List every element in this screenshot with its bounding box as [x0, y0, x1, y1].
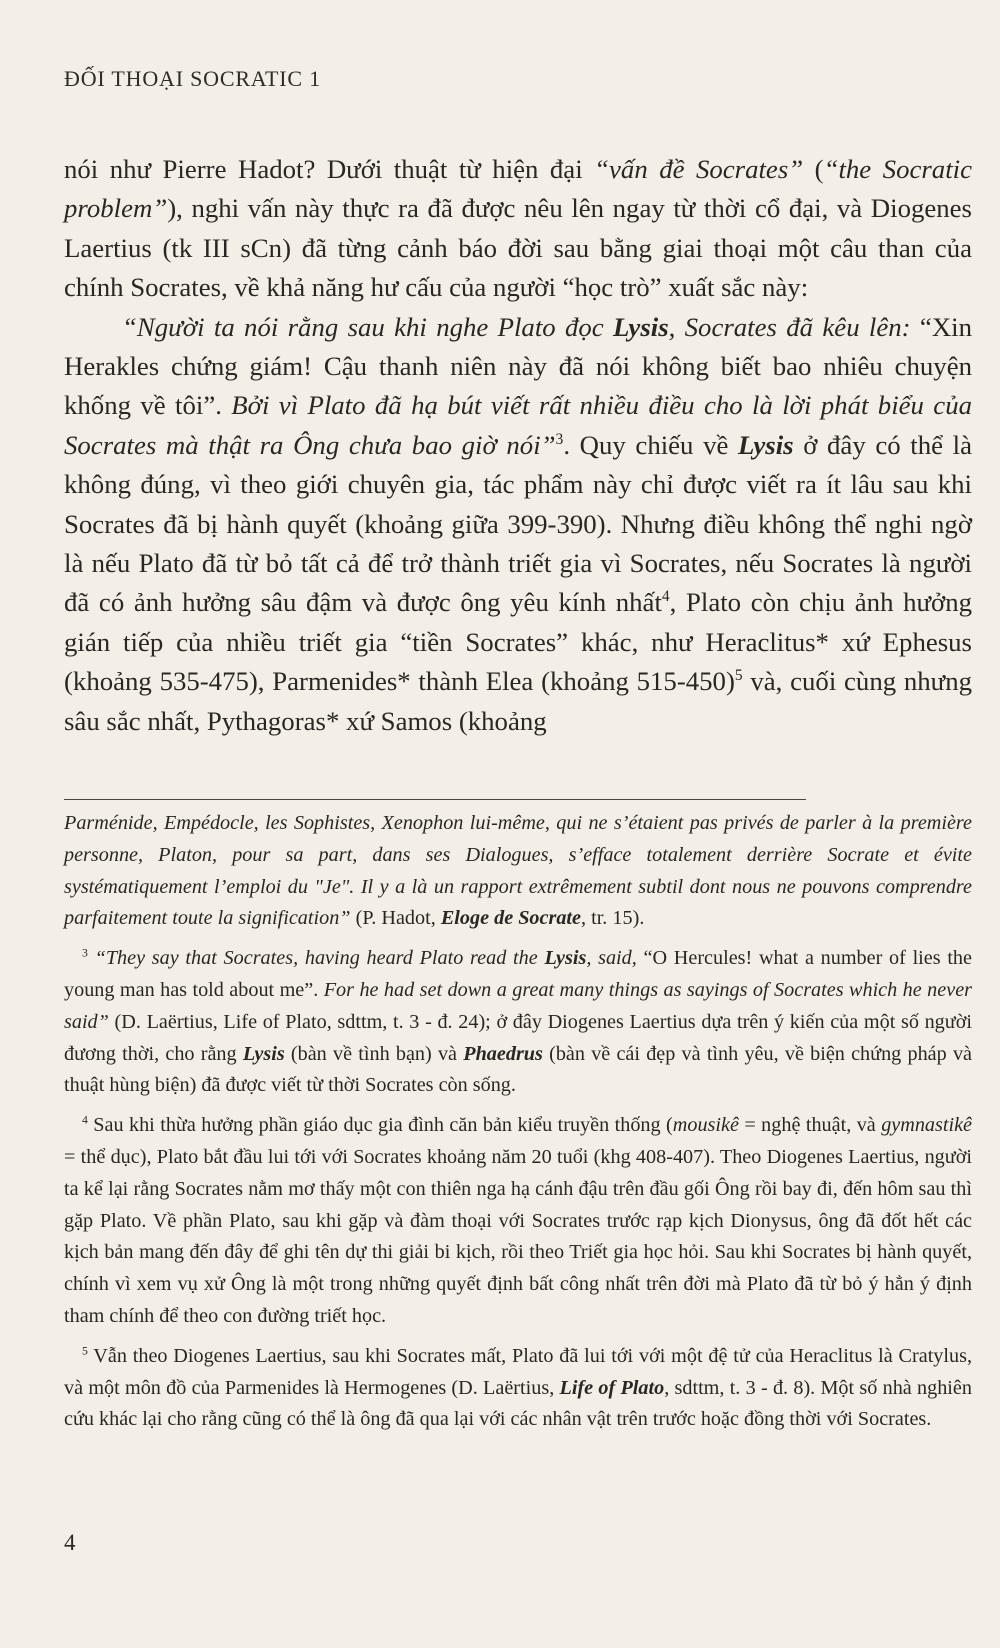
bold-title: Lysis	[242, 1042, 285, 1065]
italic-quote: “Người ta nói rằng sau khi nghe Plato đọc	[122, 311, 614, 342]
footnote-3	[64, 943, 972, 1102]
footnote-5	[64, 1341, 972, 1436]
italic-term: mousikê	[672, 1114, 739, 1137]
footnote-ref-5[interactable]: 5	[734, 667, 743, 685]
bold-title: Lysis	[738, 429, 794, 460]
bold-title: Life of Plato	[559, 1376, 665, 1399]
footnotes	[64, 808, 972, 1436]
italic-quote: Bởi vì Plato đã hạ bút viết rất nhiều điều cho là lời phát biểu của Socrates mà thật ra Ông chưa bao giờ nói”	[64, 390, 972, 460]
bold-title: Lysis	[613, 311, 669, 342]
footnote-continuation	[64, 808, 972, 935]
footnote-marker: 4	[82, 1113, 88, 1127]
text-span: , tr. 15).	[581, 907, 645, 930]
bold-title: Eloge de Socrate	[440, 907, 581, 930]
italic-quote: For he had set down a great many things as sayings of Socrates which he never said”	[64, 978, 973, 1033]
text-span: và, cuối cùng nhưng sâu sắc nhất, Pythagoras* xứ Samos (khoảng	[64, 666, 972, 736]
text-span: ), nghi vấn này thực ra đã được nêu lên ngay từ thời cổ đại, và Diogenes Laertius (tk III sCn) đã từng cảnh báo đời sau bằng giai thoại một câu than của chính Socrates, về khả năng hư cấu của người “học trò” xuất sắc này:	[64, 193, 972, 303]
italic-term: “the Socratic problem”	[64, 154, 972, 224]
italic-quote: “They say that Socrates, having heard Plato read the	[87, 947, 545, 970]
footnote-marker: 3	[82, 946, 88, 960]
text-span: = nghệ thuật, và	[738, 1114, 882, 1137]
text-span: (bàn về cái đẹp và tình yêu, về biện chứng pháp và thuật hùng biện) đã được viết từ thời Socrates còn sống.	[64, 1042, 972, 1097]
text-span: = thể dục), Plato bắt đầu lui tới với Socrates khoảng năm 20 tuổi (khg 408-407). Theo Diogenes Laertius, người ta kể lại rằng Socrates nằm mơ thấy một con thiên nga hạ cánh đậu trên đầu gối Ông rồi bay đi, đến hôm sau thì gặp Plato. Về phần Plato, sau khi gặp và đàm thoại với Socrates trước rạp kịch Dionysus, ông đã đốt hết các kịch bản mang đến đây để ghi tên dự thi giải bi kịch, rồi theo Triết gia học hỏi. Sau khi Socrates bị hành quyết, chính vì xem vụ xử Ông là một trong những quyết định bất công nhất trên đời mà Plato đã từ bỏ ý hẳn ý định tham chính để theo con đường triết học.	[64, 1145, 972, 1327]
footnote-marker: 5	[82, 1344, 88, 1358]
text-span: (P. Hadot,	[350, 907, 441, 930]
italic-term: gymnastikê	[881, 1114, 973, 1137]
text-span: (	[803, 154, 824, 184]
footnote-ref-3[interactable]: 3	[555, 430, 564, 448]
text-span: “Xin Herakles chứng giám! Cậu thanh niên này đã nói không biết bao nhiêu chuyện khống về tôi”.	[64, 311, 973, 421]
text-span: , Plato còn chịu ảnh hưởng gián tiếp của nhiều triết gia “tiền Socrates” khác, như Heraclitus* xứ Ephesus (khoảng 535-475), Parmenides* thành Elea (khoảng 515-450)	[64, 587, 972, 697]
paragraph-2	[64, 308, 972, 741]
text-span: , sdttm, t. 3 - đ. 8). Một số nhà nghiên cứu khác lại cho rằng cũng có thể là ông đã qua lại với các nhân vật trên trước hoặc đồng thời với Socrates.	[64, 1376, 972, 1431]
text-span: (D. Laërtius, Life of Plato, sdttm, t. 3 - đ. 24); ở đây Diogenes Laertius dựa trên ý kiến của một số người đương thời, cho rằng	[64, 1010, 972, 1065]
text-span: (bàn về tình bạn) và	[284, 1042, 464, 1065]
text-span: Sau khi thừa hưởng phần giáo dục gia đình căn bản kiểu truyền thống (	[87, 1114, 673, 1137]
text-span: “O Hercules! what a number of lies the young man has told about me”.	[64, 947, 972, 1001]
footnote-4	[64, 1110, 972, 1333]
paragraph-1	[64, 150, 972, 308]
bold-title: Lysis	[544, 947, 587, 970]
footnote-ref-4[interactable]: 4	[661, 588, 670, 606]
page-number: 4	[64, 1530, 76, 1555]
italic-quote: , said,	[586, 947, 644, 970]
text-span: . Quy chiếu về	[563, 429, 739, 460]
text-span: Vẫn theo Diogenes Laertius, sau khi Socrates mất, Plato đã lui tới với một đệ tử của Heraclitus là Cratylus, và một môn đồ của Parmenides là Hermogenes (D. Laërtius,	[64, 1344, 972, 1399]
running-head: ĐỐI THOẠI SOCRATIC 1	[64, 66, 321, 91]
text-span: nói như Pierre Hadot? Dưới thuật từ hiện đại	[64, 154, 595, 184]
main-text	[64, 150, 972, 741]
italic-quote: , Socrates đã kêu lên:	[668, 311, 920, 342]
italic-quote: Parménide, Empédocle, les Sophistes, Xenophon lui-même, qui ne s’étaient pas privés de parler à la première personne, Platon, pour sa part, dans ses Dialogues, s’efface totalement derrière Socrate et évite systématiquement l’emploi du "Je". Il y a là un rapport extrêmement subtil dont nous ne pouvons comprendre parfaitement toute la signification”	[64, 812, 972, 930]
bold-title: Phaedrus	[463, 1042, 543, 1065]
italic-term: “vấn đề Socrates”	[594, 154, 804, 184]
footnote-divider	[64, 799, 806, 800]
text-span: ở đây có thể là không đúng, vì theo giới chuyên gia, tác phẩm này chỉ được viết ra ít lâu sau khi Socrates đã bị hành quyết (khoảng giữa 399-390). Nhưng điều không thể nghi ngờ là nếu Plato đã từ bỏ tất cả để trở thành triết gia vì Socrates, nếu Socrates là người đã có ảnh hưởng sâu đậm và được ông yêu kính nhất	[64, 429, 972, 618]
